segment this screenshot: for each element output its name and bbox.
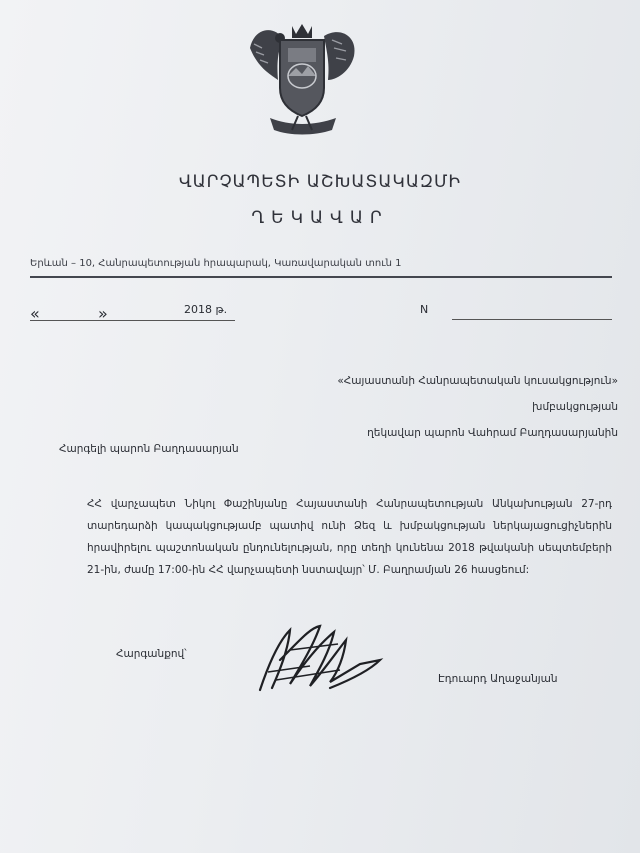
signature-icon [250,620,390,700]
header-line-1: ՎԱՐՉԱՊԵՏԻ ԱՇԽԱՏԱԿԱԶՄԻ [178,172,462,192]
header-line-2: ՂԵԿԱՎԱՐ [251,208,389,228]
greeting: Հարգելի պարոն Բաղդասարյան [59,443,239,455]
closing: Հարգանքով՝ [116,648,187,660]
number-underline [452,319,612,320]
coat-of-arms-icon [240,18,365,138]
addressee-line-2: ղեկավար պարոն Վահրամ Բաղդասարյանին [367,427,618,439]
date-year: 2018 թ. [184,303,228,316]
date-close-quote: » [98,304,108,323]
date-open-quote: « [30,304,40,323]
address-line: Երևան – 10, Հանրապետության հրապարակ, Կառավարական տուն 1 [30,258,402,269]
addressee-block [268,368,618,446]
signatory-name: Էդուարդ Աղաջանյան [438,673,558,685]
header-rule [30,276,612,278]
addressee-line-1: «Հայաստանի Հանրապետական կուսակցություն» խմբակցության [337,375,618,413]
date-underline [30,320,235,321]
number-label: N [420,303,429,316]
body-paragraph: ՀՀ վարչապետ Նիկոլ Փաշինյանը Հայաստանի Հանրապետության Անկախության 27-րդ տարեդարձի կապակցությամբ պատիվ ունի Ձեզ և խմբակցության ներկայացուցիչներին հրավիրելու պաշտոնական ընդունելության, որը տեղի կունենա 2018 թվականի սեպտեմբերի 21-ին, ժամը 17:00-ին ՀՀ վարչապետի նստավայր՝ Մ. Բաղրամյան 26 հասցեում: [87,498,612,576]
